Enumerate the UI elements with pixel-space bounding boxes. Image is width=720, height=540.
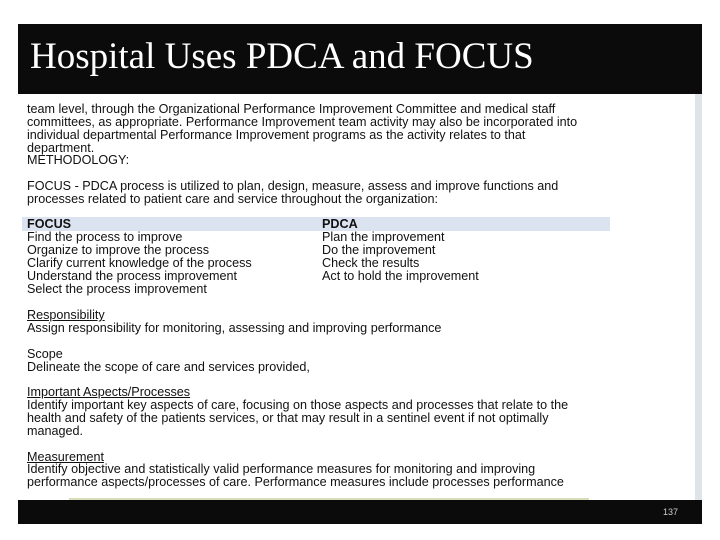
focus-item: Find the process to improve	[27, 230, 183, 244]
focus-item: Select the process improvement	[27, 282, 207, 296]
focus-intro-line: processes related to patient care and service throughout the organization:	[27, 192, 438, 206]
focus-item: Organize to improve the process	[27, 243, 209, 257]
measurement-heading: Measurement	[27, 450, 104, 464]
intro-line: department.	[27, 141, 95, 155]
intro-line: team level, through the Organizational Performance Improvement Committee and medical staff	[27, 102, 556, 116]
focus-item: Clarify current knowledge of the process	[27, 256, 252, 270]
measurement-line: Identify objective and statistically valid performance measures for monitoring and improving	[27, 462, 536, 476]
scope-text: Delineate the scope of care and services provided,	[27, 360, 310, 374]
aspects-line: Identify important key aspects of care, focusing on those aspects and processes that relate to the	[27, 398, 569, 412]
responsibility-heading: Responsibility	[27, 308, 105, 322]
document-image	[19, 94, 702, 500]
methodology-heading: METHODOLOGY:	[27, 153, 130, 167]
page-number: 137	[662, 507, 678, 517]
slide-footer	[18, 500, 702, 524]
pdca-heading: PDCA	[322, 217, 358, 231]
measurement-line: performance aspects/processes of care. Performance measures include processes performance	[27, 475, 564, 489]
focus-intro-line: FOCUS - PDCA process is utilized to plan, design, measure, assess and improve functions and	[27, 179, 559, 193]
focus-item: Understand the process improvement	[27, 269, 237, 283]
aspects-line: managed.	[27, 424, 84, 438]
table-header-highlight	[22, 217, 610, 231]
aspects-heading: Important Aspects/Processes	[27, 385, 191, 399]
intro-line: committees, as appropriate. Performance Improvement team activity may also be incorporated into	[27, 115, 578, 129]
scrollbar	[695, 94, 702, 500]
focus-heading: FOCUS	[27, 217, 72, 231]
pdca-item: Act to hold the improvement	[322, 269, 479, 283]
scope-heading: Scope	[27, 347, 63, 361]
slide-header	[18, 24, 702, 94]
intro-line: individual departmental Performance Improvement programs as the activity relates to that	[27, 128, 526, 142]
aspects-line: health and safety of the patients services, or that may result in a sentinel event if not optimally	[27, 411, 549, 425]
responsibility-text: Assign responsibility for monitoring, assessing and improving performance	[27, 321, 442, 335]
pdca-item: Check the results	[322, 256, 420, 270]
slide-title: Hospital Uses PDCA and FOCUS	[30, 36, 534, 77]
pdca-item: Do the improvement	[322, 243, 436, 257]
pdca-item: Plan the improvement	[322, 230, 445, 244]
